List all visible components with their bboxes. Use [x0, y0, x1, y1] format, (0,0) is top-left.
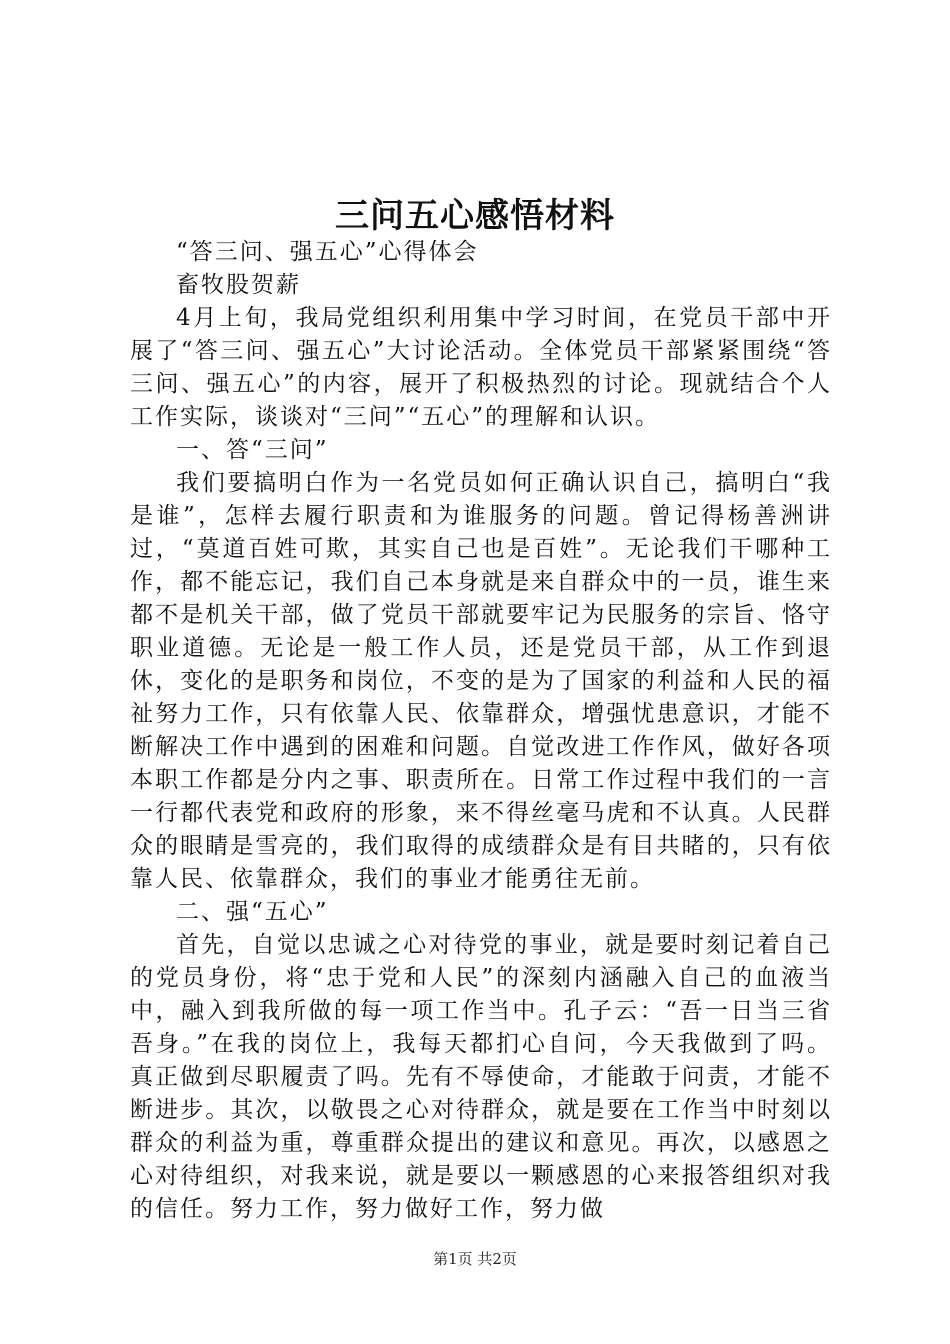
document-title: 三问五心感悟材料 — [335, 196, 615, 236]
document-body — [130, 236, 832, 1226]
page-number-footer: 第1页 共2页 — [433, 1250, 517, 1268]
author-paragraph: 畜牧股贺薪 — [176, 272, 301, 298]
intro-paragraph: 4月上旬，我局党组织利用集中学习时间，在党员干部中开展了“答三问、强五心”大讨论活动。全体党员干部紧紧围绕“答三问、强五心”的内容，展开了积极热烈的讨论。现就结合个人工作实际，谈谈对“三问”“五心”的理解和认识。 — [130, 305, 832, 430]
section-heading-one: 一、答“三问” — [176, 437, 329, 463]
section-heading-two: 二、强“五心” — [176, 899, 329, 925]
subtitle-paragraph: “答三问、强五心”心得体会 — [176, 239, 479, 265]
section-two-paragraph: 首先，自觉以忠诚之心对待党的事业，就是要时刻记着自己的党员身份，将“忠于党和人民”的深刻内涵融入自己的血液当中，融入到我所做的每一项工作当中。孔子云：“吾一日当三省吾身。”在我的岗位上，我每天都扪心自问，今天我做到了吗。真正做到尽职履责了吗。先有不辱使命，才能敢于问责，才能不断进步。其次，以敬畏之心对待群众，就是要在工作当中时刻以群众的利益为重，尊重群众提出的建议和意见。再次，以感恩之心对待组织，对我来说，就是要以一颗感恩的心来报答组织对我的信任。努力工作，努力做好工作，努力做 — [130, 932, 832, 1222]
section-one-paragraph: 我们要搞明白作为一名党员如何正确认识自己，搞明白“我是谁”，怎样去履行职责和为谁服务的问题。曾记得杨善洲讲过，“莫道百姓可欺，其实自己也是百姓”。无论我们干哪种工作，都不能忘记，我们自己本身就是来自群众中的一员，谁生来都不是机关干部，做了党员干部就要牢记为民服务的宗旨、恪守职业道德。无论是一般工作人员，还是党员干部，从工作到退休，变化的是职务和岗位，不变的是为了国家的利益和人民的福祉努力工作，只有依靠人民、依靠群众，增强忧患意识，才能不断解决工作中遇到的困难和问题。自觉改进工作作风，做好各项本职工作都是分内之事、职责所在。日常工作过程中我们的一言一行都代表党和政府的形象，来不得丝毫马虎和不认真。人民群众的眼睛是雪亮的，我们取得的成绩群众是有目共睹的，只有依靠人民、依靠群众，我们的事业才能勇往无前。 — [130, 470, 832, 892]
